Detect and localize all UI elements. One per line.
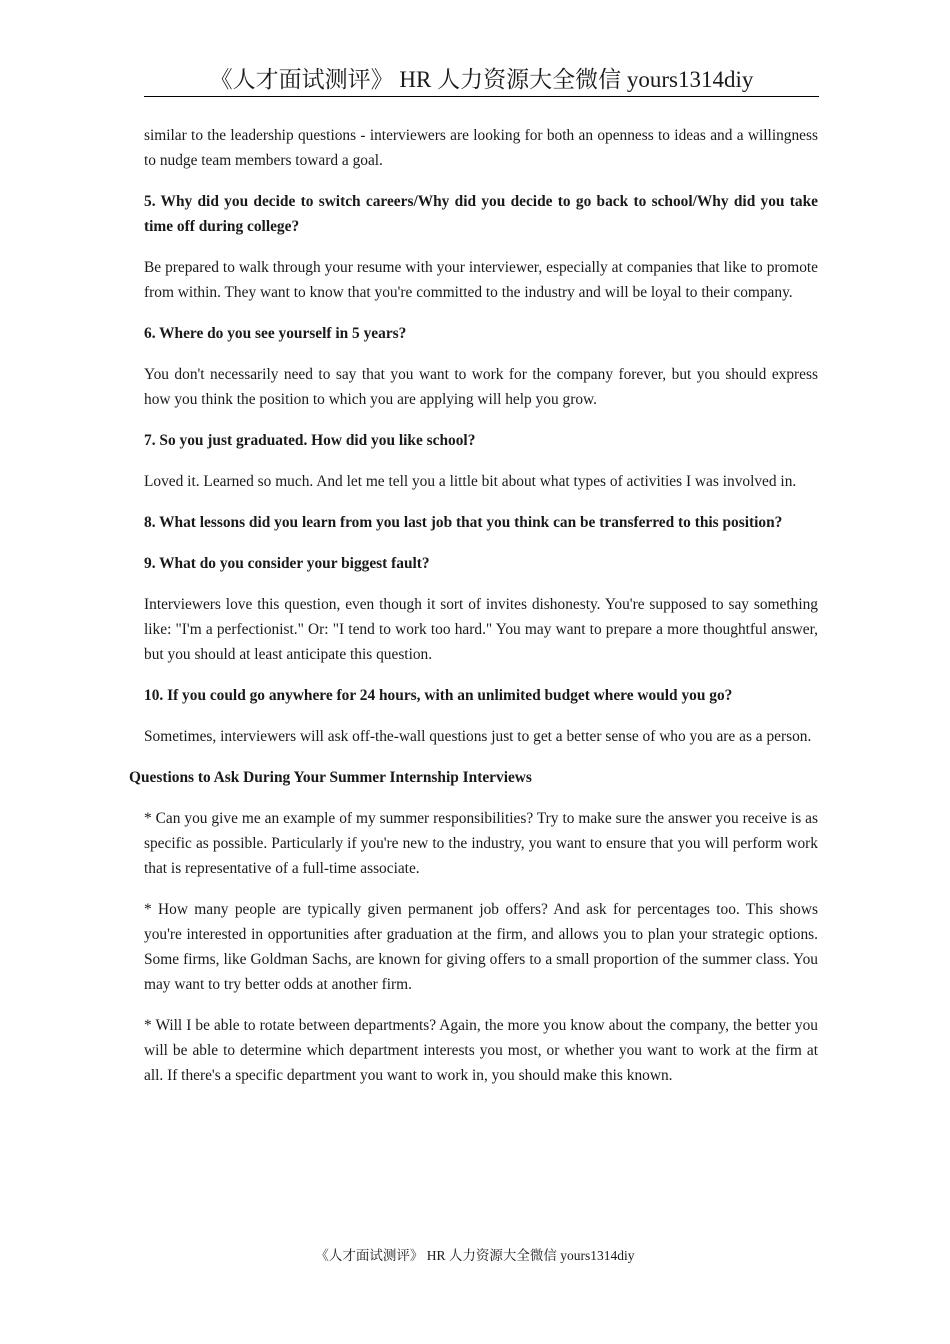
section-heading: Questions to Ask During Your Summer Internship Interviews xyxy=(129,769,532,786)
question-5-heading: 5. Why did you decide to switch careers/Why did you decide to go back to school/Why did you take time off during college? xyxy=(144,193,818,235)
bullet-paragraph-responsibilities: * Can you give me an example of my summer responsibilities? Try to make sure the answer you receive is as specific as possible. Particularly if you're new to the industry, you want to ensure that you will perform work that is representative of a full-time associate. xyxy=(144,810,818,877)
answer-6-paragraph: You don't necessarily need to say that you want to work for the company forever, but you should express how you think the position to which you are applying will help you grow. xyxy=(144,366,818,408)
document-body xyxy=(129,123,818,1104)
answer-5-paragraph: Be prepared to walk through your resume with your interviewer, especially at companies that like to promote from within. They want to know that you're committed to the industry and will be loyal to their company. xyxy=(144,259,818,301)
answer-9-paragraph: Interviewers love this question, even though it sort of invites dishonesty. You're supposed to say something like: "I'm a perfectionist." Or: "I tend to work too hard." You may want to prepare a more thoughtful answer, but you should at least anticipate this question. xyxy=(144,596,818,663)
question-9-heading: 9. What do you consider your biggest fault? xyxy=(144,555,430,572)
page-footer: 《人才面试测评》 HR 人力资源大全微信 yours1314diy xyxy=(315,1248,635,1263)
question-7-heading: 7. So you just graduated. How did you like school? xyxy=(144,432,476,449)
bullet-paragraph-offers: * How many people are typically given permanent job offers? And ask for percentages too. This shows you're interested in opportunities after graduation at the firm, and allows you to plan your strategic options. Some firms, like Goldman Sachs, are known for giving offers to a small proportion of the summer class. You may want to try better odds at another firm. xyxy=(144,901,818,993)
page-header: 《人才面试测评》 HR 人力资源大全微信 yours1314diy xyxy=(144,64,819,97)
question-10-heading: 10. If you could go anywhere for 24 hours, with an unlimited budget where would you go? xyxy=(144,687,733,704)
answer-10-paragraph: Sometimes, interviewers will ask off-the-wall questions just to get a better sense of who you are as a person. xyxy=(144,728,812,745)
answer-7-paragraph: Loved it. Learned so much. And let me tell you a little bit about what types of activities I was involved in. xyxy=(144,473,797,490)
paragraph-continuation: similar to the leadership questions - interviewers are looking for both an openness to ideas and a willingness to nudge team members toward a goal. xyxy=(144,127,818,169)
question-6-heading: 6. Where do you see yourself in 5 years? xyxy=(144,325,407,342)
bullet-paragraph-rotation: * Will I be able to rotate between departments? Again, the more you know about the company, the better you will be able to determine which department interests you most, or whether you want to work at the firm at all. If there's a specific department you want to work in, you should make this known. xyxy=(144,1017,818,1084)
question-8-heading: 8. What lessons did you learn from you last job that you think can be transferred to this position? xyxy=(144,514,783,531)
